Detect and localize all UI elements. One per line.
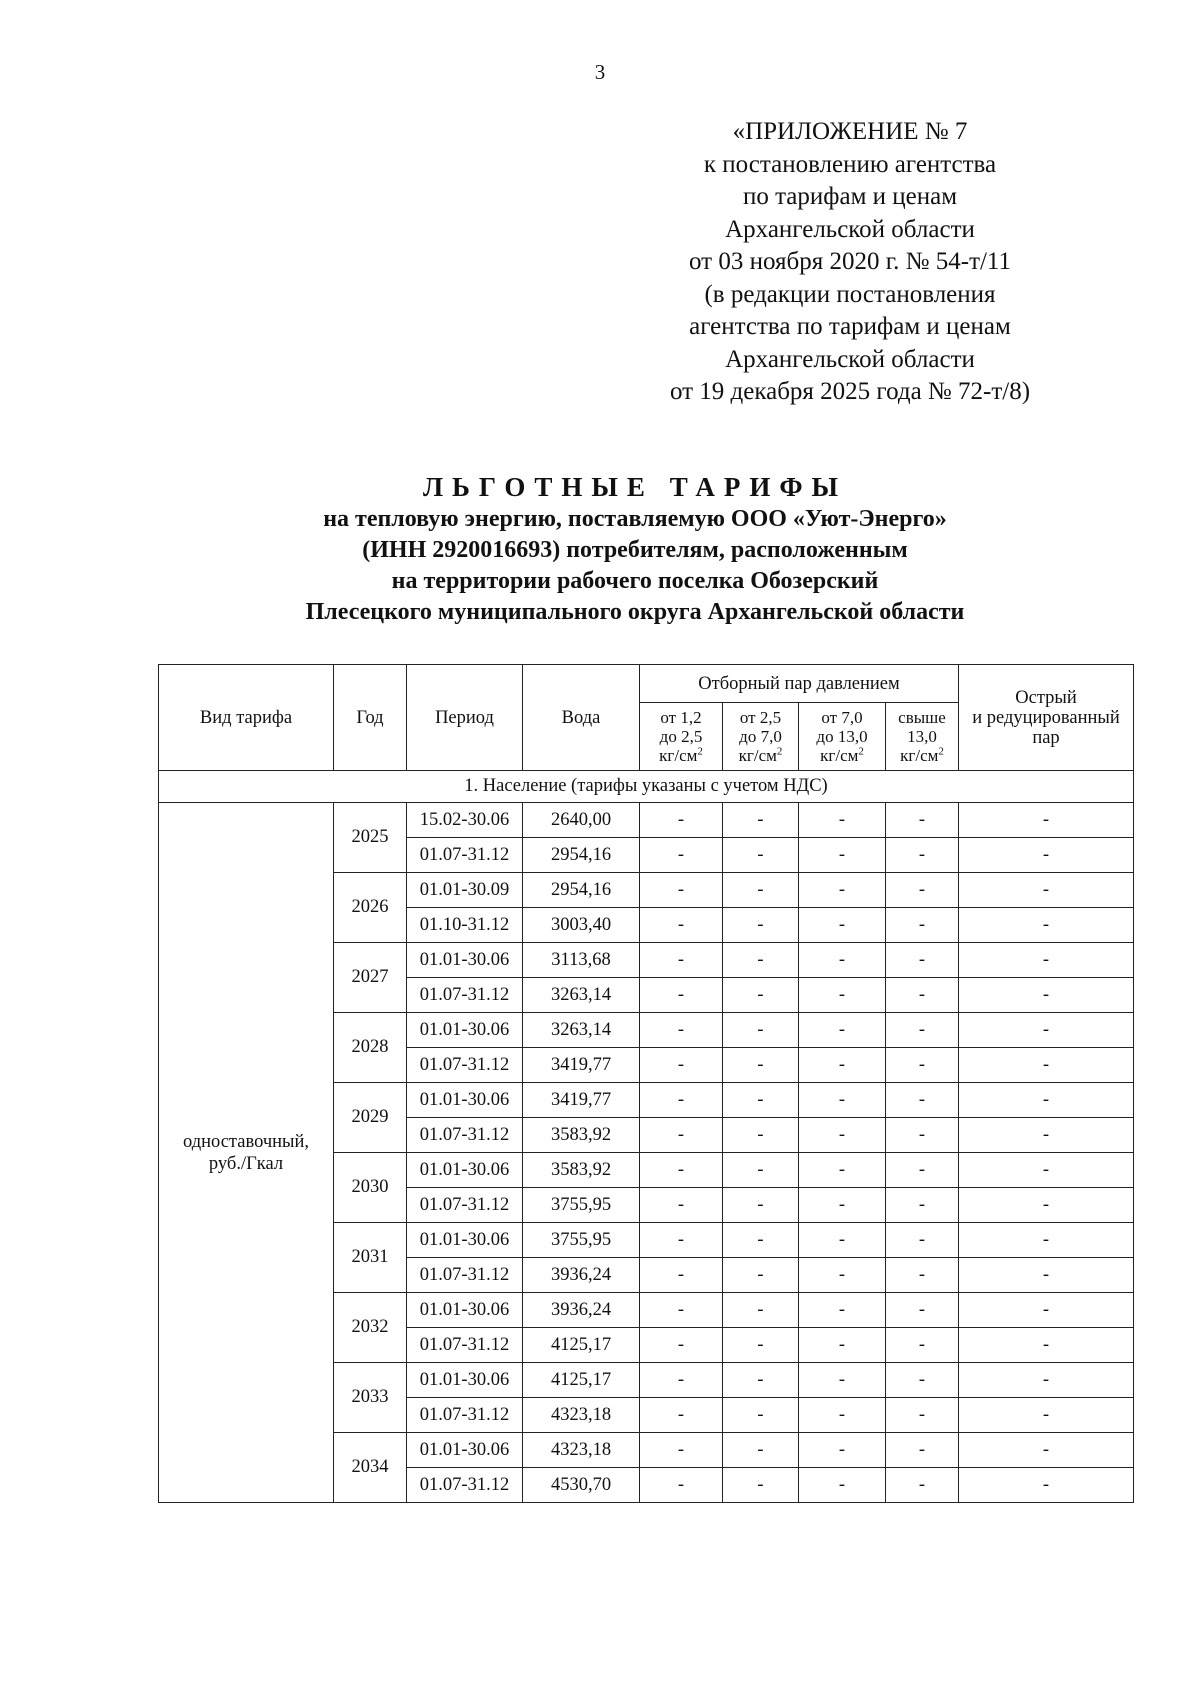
steam-tariff-cell: -: [886, 1258, 959, 1293]
steam-tariff-cell: -: [799, 803, 886, 838]
steam-tariff-cell: -: [723, 943, 799, 978]
period-cell: 15.02-30.06: [407, 803, 523, 838]
steam-tariff-cell: -: [723, 1223, 799, 1258]
steam-tariff-cell: -: [799, 1083, 886, 1118]
unit-exponent: 2: [938, 745, 944, 758]
steam-tariff-cell: -: [886, 1153, 959, 1188]
water-tariff-cell: 3936,24: [523, 1293, 640, 1328]
steam-tariff-cell: -: [640, 1118, 723, 1153]
steam-tariff-cell: -: [640, 1223, 723, 1258]
steam-tariff-cell: -: [723, 1048, 799, 1083]
steam-tariff-cell: -: [723, 1398, 799, 1433]
header-water: Вода: [523, 665, 640, 771]
header-steam-col: [886, 703, 959, 771]
steam-tariff-cell: -: [886, 1118, 959, 1153]
header-tariff-type: Вид тарифа: [159, 665, 334, 771]
water-tariff-cell: 4323,18: [523, 1398, 640, 1433]
steam-tariff-cell: -: [640, 1083, 723, 1118]
acute-steam-tariff-cell: -: [959, 1293, 1134, 1328]
steam-col-line1: свыше: [898, 708, 946, 727]
steam-tariff-cell: -: [886, 1468, 959, 1503]
acute-steam-tariff-cell: -: [959, 1398, 1134, 1433]
acute-steam-tariff-cell: -: [959, 803, 1134, 838]
header-steam-col: [723, 703, 799, 771]
year-cell: 2026: [334, 873, 407, 943]
water-tariff-cell: 4530,70: [523, 1468, 640, 1503]
steam-col-line2: 13,0: [907, 727, 937, 746]
header-steam-group: Отборный пар давлением: [640, 665, 959, 703]
steam-col-line1: от 1,2: [660, 708, 702, 727]
unit-text: кг/см: [659, 746, 698, 765]
acute-steam-tariff-cell: -: [959, 1048, 1134, 1083]
steam-tariff-cell: -: [799, 873, 886, 908]
steam-tariff-cell: -: [640, 838, 723, 873]
steam-tariff-cell: -: [723, 1468, 799, 1503]
header-year: Год: [334, 665, 407, 771]
tariff-type-line: руб./Гкал: [208, 1153, 284, 1174]
year-cell: 2030: [334, 1153, 407, 1223]
year-cell: 2033: [334, 1363, 407, 1433]
appendix-line: по тарифам и ценам: [742, 183, 958, 210]
header-steam-col: [799, 703, 886, 771]
water-tariff-cell: 2640,00: [523, 803, 640, 838]
water-tariff-cell: 3419,77: [523, 1048, 640, 1083]
period-cell: 01.07-31.12: [407, 978, 523, 1013]
steam-tariff-cell: -: [723, 978, 799, 1013]
steam-tariff-cell: -: [799, 1013, 886, 1048]
period-cell: 01.07-31.12: [407, 1468, 523, 1503]
acute-steam-tariff-cell: -: [959, 1258, 1134, 1293]
page-number: 3: [594, 60, 606, 84]
section-title: 1. Население (тарифы указаны с учетом НДС): [159, 771, 1134, 803]
acute-steam-tariff-cell: -: [959, 1223, 1134, 1258]
title-main: ЛЬГОТНЫЕ ТАРИФЫ: [422, 472, 848, 502]
tariff-type-line: одноставочный,: [182, 1131, 309, 1152]
steam-col-line1: от 2,5: [739, 708, 782, 727]
period-cell: 01.07-31.12: [407, 1328, 523, 1363]
period-cell: 01.01-30.06: [407, 1083, 523, 1118]
steam-tariff-cell: -: [799, 1363, 886, 1398]
steam-tariff-cell: -: [640, 1153, 723, 1188]
period-cell: 01.01-30.06: [407, 1293, 523, 1328]
steam-tariff-cell: -: [723, 1258, 799, 1293]
water-tariff-cell: 3583,92: [523, 1153, 640, 1188]
steam-tariff-cell: -: [723, 1433, 799, 1468]
appendix-line: «ПРИЛОЖЕНИЕ № 7: [732, 118, 968, 145]
water-tariff-cell: 3419,77: [523, 1083, 640, 1118]
steam-tariff-cell: -: [886, 908, 959, 943]
steam-tariff-cell: -: [799, 1398, 886, 1433]
steam-col-line2: до 2,5: [659, 727, 703, 746]
table-row: [159, 803, 1134, 838]
steam-tariff-cell: -: [640, 1188, 723, 1223]
appendix-line: агентства по тарифам и ценам: [689, 313, 1011, 340]
appendix-line: от 03 ноября 2020 г. № 54-т/11: [688, 248, 1012, 275]
title-line: на территории рабочего поселка Обозерский: [391, 568, 879, 594]
steam-tariff-cell: -: [886, 978, 959, 1013]
steam-tariff-cell: -: [799, 1468, 886, 1503]
steam-tariff-cell: -: [640, 1433, 723, 1468]
steam-tariff-cell: -: [799, 978, 886, 1013]
water-tariff-cell: 2954,16: [523, 838, 640, 873]
steam-tariff-cell: -: [799, 1328, 886, 1363]
header-acute-line: пар: [1032, 727, 1060, 748]
appendix-header: [600, 116, 1100, 409]
period-cell: 01.01-30.06: [407, 1153, 523, 1188]
steam-tariff-cell: -: [640, 1363, 723, 1398]
acute-steam-tariff-cell: -: [959, 943, 1134, 978]
water-tariff-cell: 4125,17: [523, 1328, 640, 1363]
unit-text: кг/см: [820, 746, 859, 765]
water-tariff-cell: 3003,40: [523, 908, 640, 943]
steam-tariff-cell: -: [799, 1258, 886, 1293]
water-tariff-cell: 3583,92: [523, 1118, 640, 1153]
title-line: на тепловую энергию, поставляемую ООО «Уют-Энерго»: [323, 506, 947, 532]
steam-tariff-cell: -: [640, 803, 723, 838]
appendix-line: к постановлению агентства: [703, 150, 997, 178]
appendix-line: (в редакции постановления: [704, 280, 996, 308]
year-cell: 2029: [334, 1083, 407, 1153]
water-tariff-cell: 3263,14: [523, 1013, 640, 1048]
steam-col-line1: от 7,0: [821, 708, 863, 727]
steam-tariff-cell: -: [886, 1083, 959, 1118]
steam-tariff-cell: -: [799, 1153, 886, 1188]
document-title: [200, 470, 1070, 628]
steam-tariff-cell: -: [723, 1328, 799, 1363]
steam-tariff-cell: -: [886, 1328, 959, 1363]
steam-tariff-cell: -: [799, 1118, 886, 1153]
unit-text: кг/см: [900, 746, 939, 765]
period-cell: 01.07-31.12: [407, 838, 523, 873]
year-cell: 2034: [334, 1433, 407, 1503]
period-cell: 01.07-31.12: [407, 1048, 523, 1083]
steam-tariff-cell: -: [640, 873, 723, 908]
steam-tariff-cell: -: [640, 1293, 723, 1328]
acute-steam-tariff-cell: -: [959, 1153, 1134, 1188]
steam-col-unit: [799, 746, 885, 765]
steam-tariff-cell: -: [640, 978, 723, 1013]
steam-tariff-cell: -: [886, 1293, 959, 1328]
water-tariff-cell: 2954,16: [523, 873, 640, 908]
tariff-body: [159, 771, 1134, 1503]
steam-tariff-cell: -: [640, 1398, 723, 1433]
year-cell: 2031: [334, 1223, 407, 1293]
header-period: Период: [407, 665, 523, 771]
steam-tariff-cell: -: [799, 943, 886, 978]
tariff-table: [158, 664, 1134, 1503]
year-cell: 2027: [334, 943, 407, 1013]
steam-tariff-cell: -: [886, 943, 959, 978]
acute-steam-tariff-cell: -: [959, 1328, 1134, 1363]
steam-tariff-cell: -: [799, 1188, 886, 1223]
appendix-line: от 19 декабря 2025 года № 72-т/8): [669, 378, 1031, 405]
water-tariff-cell: 3755,95: [523, 1223, 640, 1258]
steam-col-line2: до 13,0: [816, 727, 868, 746]
period-cell: 01.01-30.06: [407, 1013, 523, 1048]
year-cell: 2032: [334, 1293, 407, 1363]
water-tariff-cell: 3263,14: [523, 978, 640, 1013]
steam-tariff-cell: -: [886, 873, 959, 908]
water-tariff-cell: 4125,17: [523, 1363, 640, 1398]
header-steam-col: [640, 703, 723, 771]
steam-tariff-cell: -: [640, 1013, 723, 1048]
period-cell: 01.01-30.06: [407, 1363, 523, 1398]
acute-steam-tariff-cell: -: [959, 1468, 1134, 1503]
period-cell: 01.01-30.09: [407, 873, 523, 908]
steam-tariff-cell: -: [723, 1118, 799, 1153]
unit-text: кг/см: [738, 746, 777, 765]
steam-tariff-cell: -: [723, 1153, 799, 1188]
water-tariff-cell: 3755,95: [523, 1188, 640, 1223]
title-line: (ИНН 2920016693) потребителям, расположенным: [362, 537, 908, 563]
header-acute-line: и редуцированный: [972, 707, 1120, 728]
appendix-line: Архангельской области: [725, 215, 975, 243]
acute-steam-tariff-cell: -: [959, 978, 1134, 1013]
steam-col-unit: [723, 746, 798, 765]
period-cell: 01.01-30.06: [407, 1433, 523, 1468]
acute-steam-tariff-cell: -: [959, 1118, 1134, 1153]
steam-tariff-cell: -: [723, 838, 799, 873]
appendix-line: Архангельской области: [725, 345, 975, 373]
acute-steam-tariff-cell: -: [959, 1013, 1134, 1048]
steam-tariff-cell: -: [886, 1048, 959, 1083]
steam-tariff-cell: -: [886, 1398, 959, 1433]
acute-steam-tariff-cell: -: [959, 873, 1134, 908]
steam-col-unit: [640, 746, 722, 765]
water-tariff-cell: 3936,24: [523, 1258, 640, 1293]
steam-tariff-cell: -: [723, 1293, 799, 1328]
unit-exponent: 2: [697, 745, 703, 758]
steam-tariff-cell: -: [723, 803, 799, 838]
steam-tariff-cell: -: [799, 908, 886, 943]
steam-tariff-cell: -: [640, 1468, 723, 1503]
steam-tariff-cell: -: [799, 1293, 886, 1328]
title-line: Плесецкого муниципального округа Архангельской области: [305, 599, 965, 625]
acute-steam-tariff-cell: -: [959, 838, 1134, 873]
steam-tariff-cell: -: [886, 1363, 959, 1398]
steam-tariff-cell: -: [723, 1188, 799, 1223]
acute-steam-tariff-cell: -: [959, 908, 1134, 943]
steam-tariff-cell: -: [799, 1433, 886, 1468]
water-tariff-cell: 4323,18: [523, 1433, 640, 1468]
steam-tariff-cell: -: [799, 838, 886, 873]
steam-tariff-cell: -: [723, 1083, 799, 1118]
steam-tariff-cell: -: [723, 1363, 799, 1398]
steam-tariff-cell: -: [886, 1013, 959, 1048]
period-cell: 01.01-30.06: [407, 1223, 523, 1258]
steam-tariff-cell: -: [886, 1188, 959, 1223]
acute-steam-tariff-cell: -: [959, 1363, 1134, 1398]
unit-exponent: 2: [858, 745, 864, 758]
period-cell: 01.07-31.12: [407, 1118, 523, 1153]
year-cell: 2025: [334, 803, 407, 873]
unit-exponent: 2: [776, 745, 783, 758]
steam-tariff-cell: -: [886, 1223, 959, 1258]
steam-tariff-cell: -: [640, 1258, 723, 1293]
steam-tariff-cell: -: [886, 838, 959, 873]
period-cell: 01.01-30.06: [407, 943, 523, 978]
steam-tariff-cell: -: [886, 803, 959, 838]
steam-tariff-cell: -: [640, 1048, 723, 1083]
period-cell: 01.07-31.12: [407, 1398, 523, 1433]
steam-tariff-cell: -: [640, 1328, 723, 1363]
steam-tariff-cell: -: [799, 1223, 886, 1258]
header-acute-line: Острый: [1015, 687, 1077, 708]
steam-tariff-cell: -: [723, 873, 799, 908]
period-cell: 01.07-31.12: [407, 1258, 523, 1293]
header-acute-steam: [959, 665, 1134, 771]
steam-col-line2: до 7,0: [739, 727, 782, 746]
period-cell: 01.10-31.12: [407, 908, 523, 943]
steam-tariff-cell: -: [886, 1433, 959, 1468]
steam-col-unit: [886, 746, 958, 765]
water-tariff-cell: 3113,68: [523, 943, 640, 978]
year-cell: 2028: [334, 1013, 407, 1083]
period-cell: 01.07-31.12: [407, 1188, 523, 1223]
steam-tariff-cell: -: [723, 1013, 799, 1048]
steam-tariff-cell: -: [640, 943, 723, 978]
acute-steam-tariff-cell: -: [959, 1083, 1134, 1118]
acute-steam-tariff-cell: -: [959, 1188, 1134, 1223]
tariff-type-cell: [159, 803, 334, 1503]
steam-tariff-cell: -: [723, 908, 799, 943]
acute-steam-tariff-cell: -: [959, 1433, 1134, 1468]
steam-tariff-cell: -: [799, 1048, 886, 1083]
steam-tariff-cell: -: [640, 908, 723, 943]
